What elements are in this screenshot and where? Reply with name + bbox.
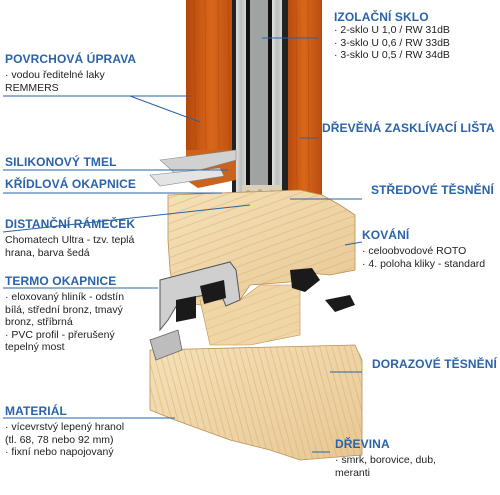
label-kovani (362, 228, 485, 270)
item-material-1: · vícevrstvý lepený hranol (5, 421, 125, 433)
heading-drevena-lista: DŘEVĚNÁ ZASKLÍVACÍ LIŠTA (322, 121, 495, 135)
item-termo-okapnice-2: bílá, střední bronz, tmavý (5, 303, 123, 316)
label-stredove-tesneni (371, 183, 494, 197)
heading-silikonovy-tmel: SILIKONOVÝ TMEL (5, 155, 117, 169)
label-silikonovy-tmel (5, 155, 117, 169)
item-izolacni-sklo-3: · 3-sklo U 0,5 / RW 34dB (334, 49, 450, 61)
heading-stredove-tesneni: STŘEDOVÉ TĚSNĚNÍ (371, 183, 494, 197)
item-povrchova-uprava-2: REMMERS (5, 81, 59, 94)
item-termo-okapnice-4: · PVC profil - přerušený (5, 328, 115, 341)
heading-kovani: KOVÁNÍ (362, 228, 410, 242)
item-material-3: · fixní nebo napojovaný (5, 446, 114, 458)
item-kovani-1: · celoobvodové ROTO (362, 245, 467, 257)
heading-povrchova-uprava: POVRCHOVÁ ÚPRAVA (5, 52, 137, 66)
heading-termo-okapnice: TERMO OKAPNICE (5, 274, 117, 288)
label-distancni-ramecek (5, 217, 135, 259)
item-izolacni-sklo-2: · 3-sklo U 0,6 / RW 33dB (334, 36, 450, 49)
item-izolacni-sklo-1: · 2-sklo U 1,0 / RW 31dB (334, 24, 450, 36)
label-dorazove-tesneni (372, 357, 497, 371)
label-povrchova-uprava (5, 52, 136, 94)
label-drevena-lista (322, 121, 495, 135)
label-kridlova-okapnice (5, 177, 136, 191)
label-drevina (335, 437, 436, 479)
item-kovani-2: · 4. poloha kliky - standard (362, 257, 486, 270)
item-povrchova-uprava-1: · vodou ředitelné laky (5, 69, 105, 81)
glazing-bead (150, 150, 236, 188)
item-material-2: (tl. 68, 78 nebo 92 mm) (5, 433, 114, 446)
heading-material: MATERIÁL (5, 404, 67, 418)
glass-unit (232, 0, 294, 222)
item-distancni-ramecek-2: hrana, barva šedá (5, 246, 90, 259)
item-termo-okapnice-1: · eloxovaný hliník - odstín (5, 291, 125, 303)
heading-kridlova-okapnice: KŘÍDLOVÁ OKAPNICE (5, 177, 137, 191)
item-drevina-2: meranti (335, 466, 371, 479)
item-distancni-ramecek-1: Chomatech Ultra - tzv. teplá (5, 234, 135, 246)
label-izolacni-sklo (334, 10, 450, 62)
heading-dorazove-tesneni: DORAZOVÉ TĚSNĚNÍ (372, 357, 497, 371)
heading-drevina: DŘEVINA (335, 437, 390, 451)
item-termo-okapnice-5: tepelný most (5, 341, 65, 353)
label-termo-okapnice (5, 274, 124, 354)
item-drevina-1: · smrk, borovice, dub, (335, 454, 436, 466)
label-material (5, 404, 124, 459)
heading-izolacni-sklo: IZOLAČNÍ SKLO (334, 10, 429, 24)
item-termo-okapnice-3: bronz, stříbrná (5, 316, 73, 328)
heading-distancni-ramecek: DISTANČNÍ RÁMEČEK (5, 217, 136, 231)
